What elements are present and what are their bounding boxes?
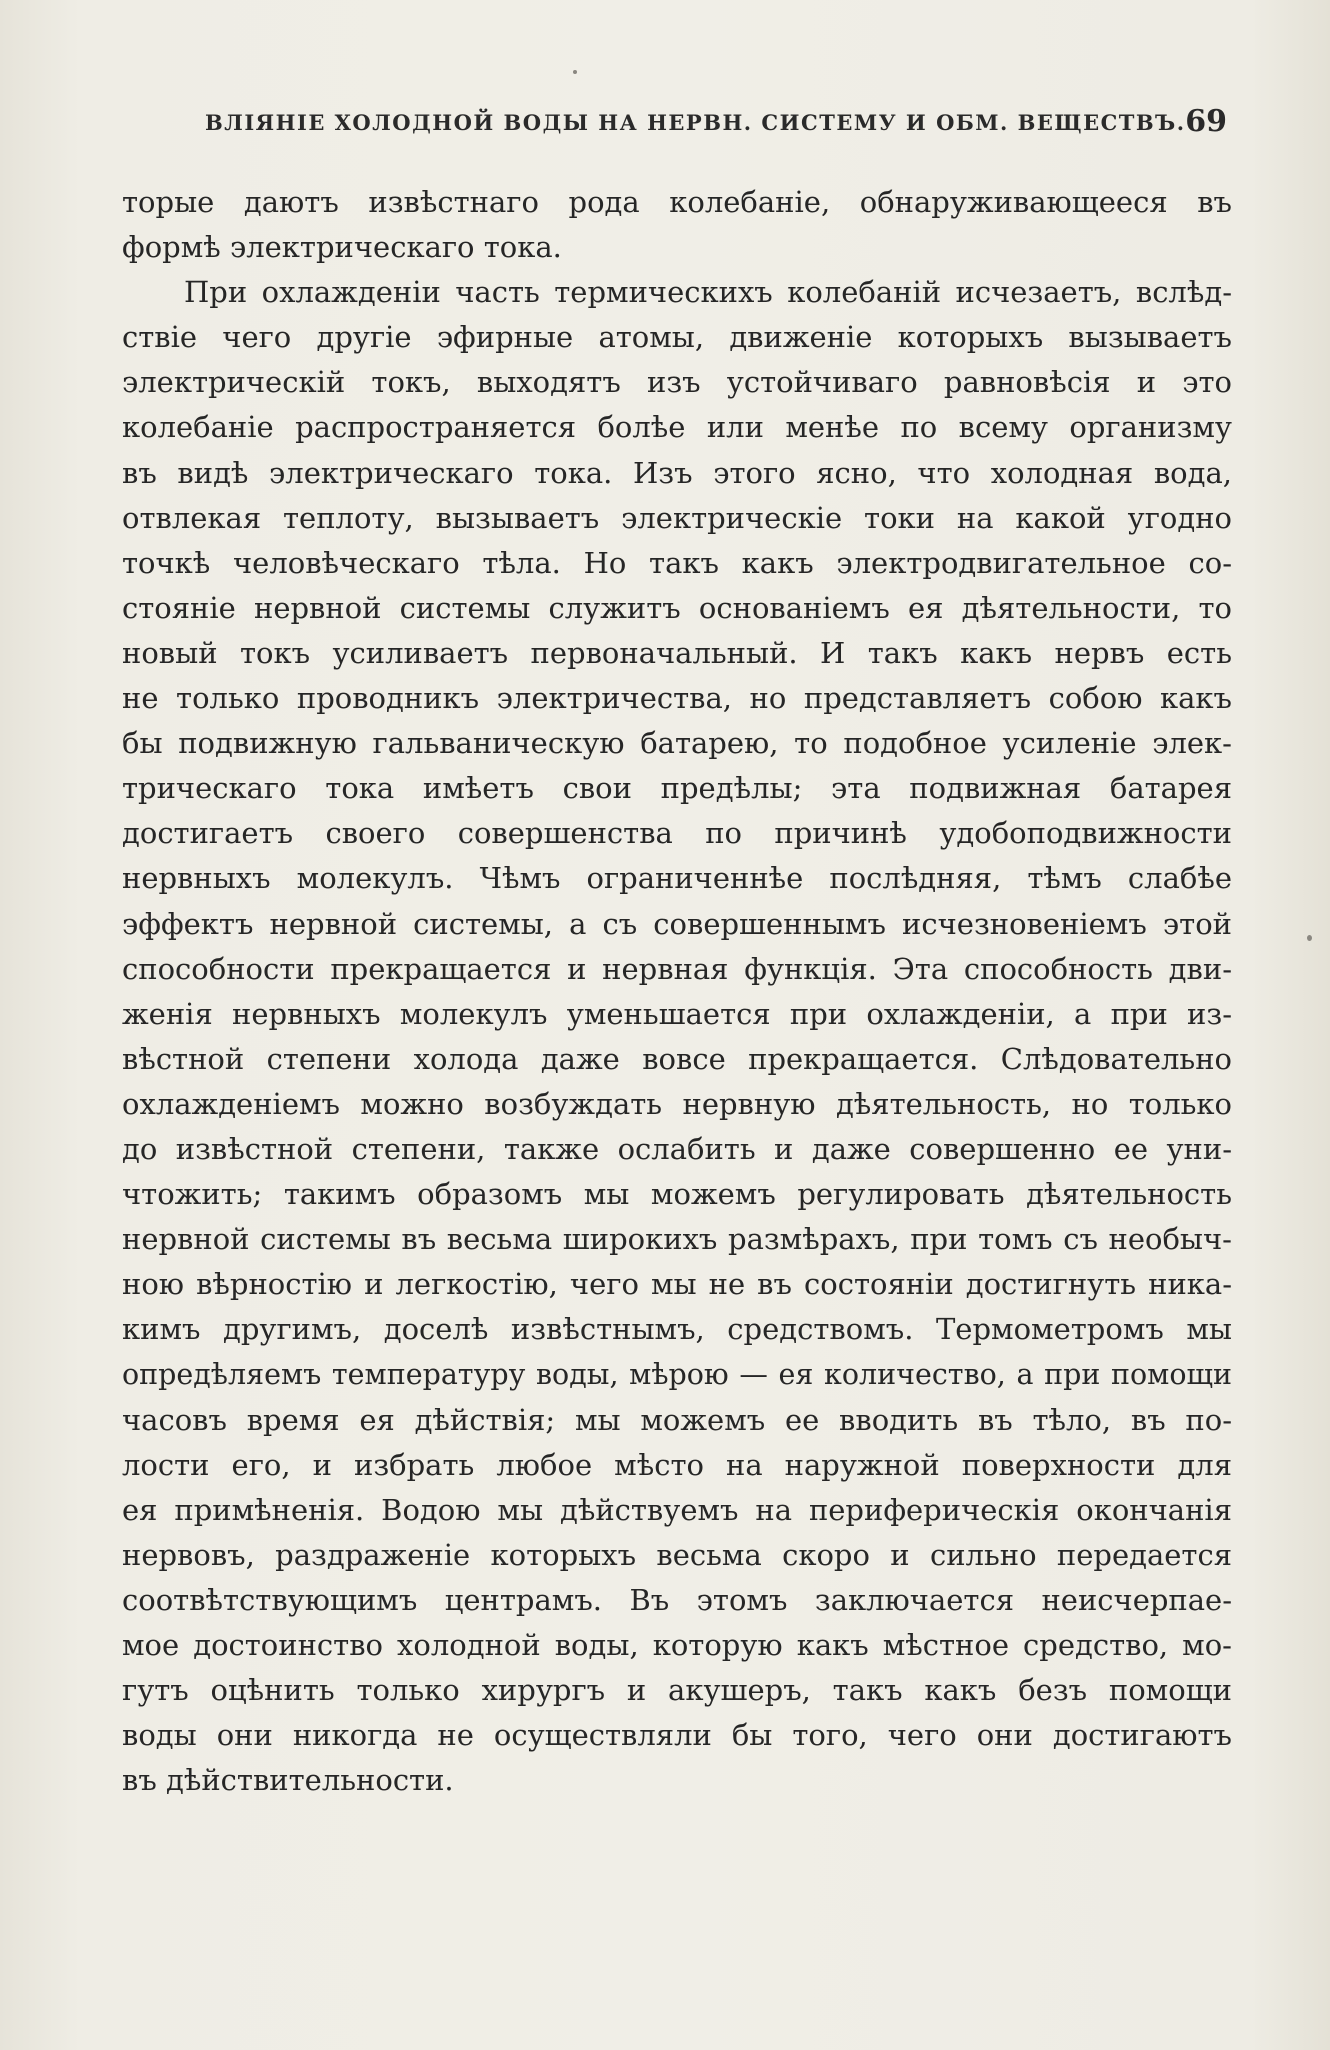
text-line: гутъ оцѣнить только хирургъ и акушеръ, такъ какъ безъ помощи xyxy=(122,1673,1232,1708)
text-line: точкѣ человѣческаго тѣла. Но такъ какъ электродвигательное со- xyxy=(122,545,1232,580)
text-line: трическаго тока имѣетъ свои предѣлы; эта подвижная батарея xyxy=(122,771,1232,806)
text-line: электрическій токъ, выходятъ изъ устойчиваго равновѣсія и это xyxy=(122,365,1232,400)
text-line: до извѣстной степени, также ослабить и даже совершенно ее уни- xyxy=(122,1131,1232,1166)
text-line: колебаніе распространяется болѣе или менѣе по всему организму xyxy=(122,410,1232,445)
page-header xyxy=(205,104,1235,144)
text-line: женія нервныхъ молекулъ уменьшается при охлажденіи, а при из- xyxy=(122,996,1232,1031)
text-line: воды они никогда не осуществляли бы того, чего они достигаютъ xyxy=(122,1718,1232,1753)
ink-speck xyxy=(573,70,577,74)
text-line: новый токъ усиливаетъ первоначальный. И такъ какъ нервъ есть xyxy=(122,635,1232,670)
text-line: ною вѣрностію и легкостію, чего мы не въ состояніи достигнуть ника- xyxy=(122,1267,1232,1302)
running-head: ВЛІЯНІЕ ХОЛОДНОЙ ВОДЫ НА НЕРВН. СИСТЕМУ И ОБМ. ВЕЩЕСТВЪ. xyxy=(205,110,1186,135)
ink-speck xyxy=(1307,935,1312,941)
text-line: лости его, и избрать любое мѣсто на наружной поверхности для xyxy=(122,1447,1232,1482)
text-line: отвлекая теплоту, вызываетъ электрическіе токи на какой угодно xyxy=(122,500,1232,535)
text-line: мое достоинство холодной воды, которую какъ мѣстное средство, мо- xyxy=(122,1628,1232,1662)
text-line: въ видѣ электрическаго тока. Изъ этого ясно, что холодная вода, xyxy=(122,455,1232,490)
text-line: охлажденіемъ можно возбуждать нервную дѣятельность, но только xyxy=(122,1086,1232,1121)
text-line: вѣстной степени холода даже вовсе прекращается. Слѣдовательно xyxy=(122,1041,1232,1076)
text-line: При охлажденіи часть термическихъ колебаній исчезаетъ, вслѣд- xyxy=(184,275,1232,310)
text-line: не только проводникъ электричества, но представляетъ собою какъ xyxy=(122,681,1232,716)
text-line: торые даютъ извѣстнаго рода колебаніе, обнаруживающееся въ xyxy=(122,185,1232,219)
text-line: опредѣляемъ температуру воды, мѣрою — ея количество, а при помощи xyxy=(122,1358,1232,1392)
text-line: формѣ электрическаго тока. xyxy=(122,230,562,265)
text-line: ствіе чего другіе эфирные атомы, движеніе которыхъ вызываетъ xyxy=(122,320,1232,355)
text-line: нервной системы въ весьма широкихъ размѣрахъ, при томъ съ необыч- xyxy=(122,1222,1232,1257)
text-line: бы подвижную гальваническую батарею, то подобное усиленіе элек- xyxy=(122,726,1232,761)
text-line: нервныхъ молекулъ. Чѣмъ ограниченнѣе послѣдняя, тѣмъ слабѣе xyxy=(122,861,1232,896)
body-text xyxy=(122,180,1232,1803)
text-line: часовъ время ея дѣйствія; мы можемъ ее вводить въ тѣло, въ по- xyxy=(122,1402,1232,1437)
text-line: ея примѣненія. Водою мы дѣйствуемъ на периферическія окончанія xyxy=(122,1492,1232,1527)
text-line: соотвѣтствующимъ центрамъ. Въ этомъ заключается неисчерпае- xyxy=(122,1582,1232,1617)
text-line: достигаетъ своего совершенства по причинѣ удобоподвижности xyxy=(122,816,1232,851)
text-line: способности прекращается и нервная функція. Эта способность дви- xyxy=(122,951,1232,986)
text-line: нервовъ, раздраженіе которыхъ весьма скоро и сильно передается xyxy=(122,1537,1232,1572)
text-line: чтожить; такимъ образомъ мы можемъ регулировать дѣятельность xyxy=(122,1177,1232,1212)
text-line: въ дѣйствительности. xyxy=(122,1763,454,1798)
text-line: стояніе нервной системы служитъ основаніемъ ея дѣятельности, то xyxy=(122,590,1232,625)
text-line: эффектъ нервной системы, а съ совершеннымъ исчезновеніемъ этой xyxy=(122,906,1232,941)
text-line: кимъ другимъ, доселѣ извѣстнымъ, средствомъ. Термометромъ мы xyxy=(122,1312,1232,1347)
page-number: 69 xyxy=(1185,104,1227,139)
